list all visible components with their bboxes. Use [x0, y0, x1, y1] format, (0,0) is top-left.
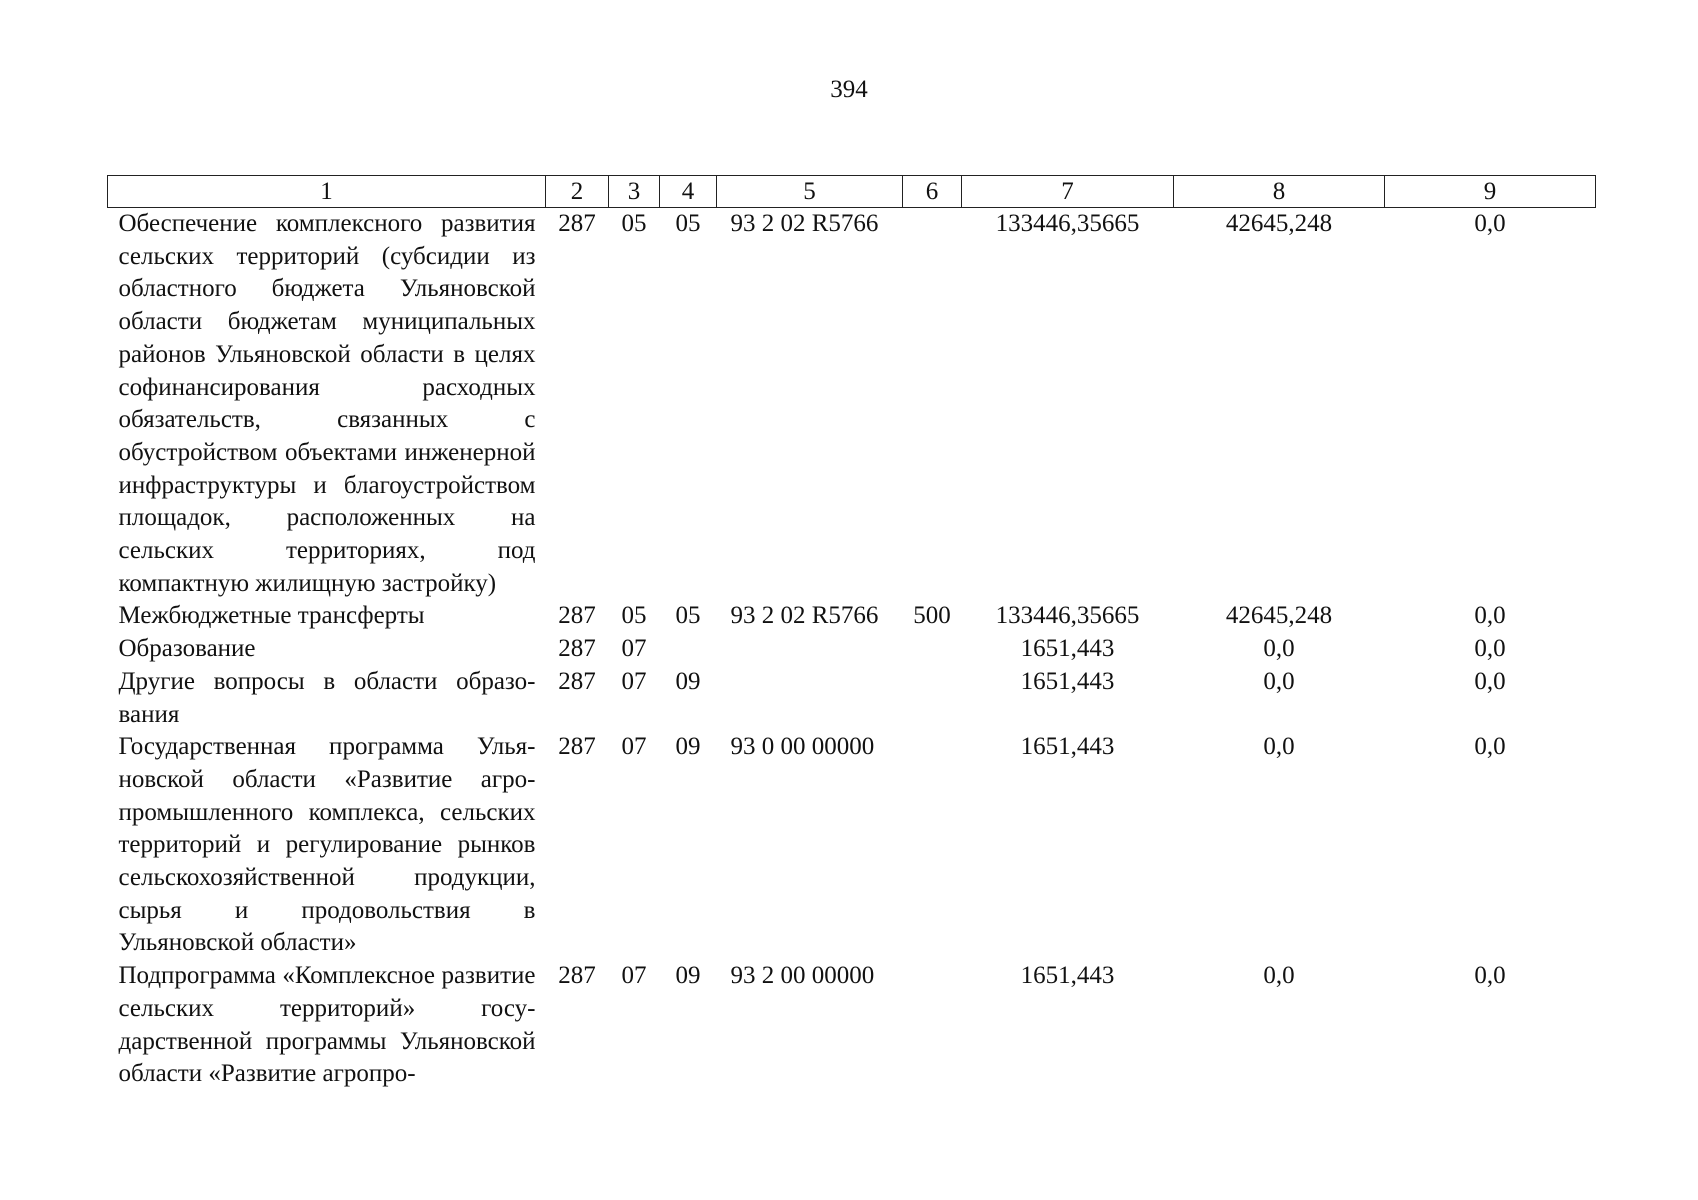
table-row: [108, 600, 1596, 633]
row-expense-type: 500: [913, 602, 951, 630]
row-amount-col9: 0,0: [1474, 635, 1506, 663]
row-ministry-code: 287: [558, 602, 596, 630]
row-amount-col9: 0,0: [1474, 733, 1506, 761]
row-amount-col7: 1651,443: [1020, 733, 1115, 761]
row-target-article: 93 0 00 00000: [730, 733, 875, 761]
row-section-code: 05: [621, 210, 647, 237]
row-amount-col9: 0,0: [1474, 602, 1506, 630]
column-header-5: 5: [717, 176, 903, 208]
row-ministry-code: 287: [558, 635, 596, 663]
row-section-code: 07: [621, 667, 647, 695]
row-ministry-code: 287: [558, 962, 596, 990]
row-amount-col7: 133446,35665: [995, 210, 1140, 237]
row-amount-col7: 1651,443: [1020, 962, 1115, 990]
row-amount-col7: 1651,443: [1020, 635, 1115, 663]
column-header-4: 4: [660, 176, 717, 208]
row-amount-col9: 0,0: [1474, 962, 1506, 990]
column-header-3: 3: [609, 176, 660, 208]
row-subsection-code: 05: [675, 210, 701, 237]
row-target-article: [717, 633, 903, 666]
row-subsection-code: 09: [675, 962, 701, 990]
column-number-header-row: [108, 176, 1596, 208]
row-target-article: 93 2 02 R5766: [730, 602, 879, 630]
row-target-article: [717, 666, 903, 731]
row-amount-col8: 0,0: [1263, 667, 1295, 695]
row-section-code: 05: [621, 602, 647, 630]
row-amount-col8: 0,0: [1263, 635, 1295, 663]
row-ministry-code: 287: [558, 210, 596, 237]
row-amount-col7: 133446,35665: [995, 602, 1140, 630]
row-description: Образование: [118, 635, 256, 663]
page-number: 394: [830, 76, 868, 103]
table-row: [108, 208, 1596, 601]
row-amount-col9: 0,0: [1474, 210, 1506, 237]
column-header-1: 1: [108, 176, 546, 208]
column-header-2: 2: [546, 176, 609, 208]
row-expense-type: [903, 666, 962, 731]
table-row: [108, 633, 1596, 666]
row-amount-col8: 42645,248: [1225, 210, 1333, 237]
row-target-article: 93 2 02 R5766: [730, 210, 879, 237]
row-amount-col8: 0,0: [1263, 962, 1295, 990]
row-subsection-code: 09: [675, 733, 701, 761]
row-section-code: 07: [621, 635, 647, 663]
row-expense-type: [903, 731, 962, 960]
row-amount-col8: 42645,248: [1225, 602, 1333, 630]
row-description: Межбюджетные трансферты: [118, 602, 425, 630]
row-amount-col9: 0,0: [1474, 667, 1506, 695]
row-expense-type: [903, 633, 962, 666]
budget-table: [107, 175, 1596, 1091]
row-expense-type: [903, 208, 962, 601]
row-amount-col7: 1651,443: [1020, 667, 1115, 695]
row-description: Другие вопросы в области образования: [118, 667, 536, 728]
row-description: Обеспечение комплексного развития сельских территорий (субсидии из областного бюджета Ульяновской области бюджетам муниципальных районов Ульяновской области в целях софинансирования расходных обязательств, связанных с обустройством объектами инженерной инфраструктуры и благоустройством площадок, расположенных на сельских территориях, под компактную жилищную застройку): [118, 210, 536, 597]
row-subsection-code: 05: [675, 602, 701, 630]
column-header-9: 9: [1385, 176, 1596, 208]
column-header-7: 7: [962, 176, 1174, 208]
row-section-code: 07: [621, 733, 647, 761]
row-expense-type: [903, 960, 962, 1091]
row-subsection-code: 09: [675, 667, 701, 695]
row-amount-col8: 0,0: [1263, 733, 1295, 761]
row-description: Государственная программа Ульяновской области «Развитие агропромышленного комплекса, сельских территорий и регулирование рынков сельскохозяйственной продукции, сырья и продовольствия в Ульяновской области»: [118, 733, 536, 957]
row-description: Подпрограмма «Комплексное развитие сельских территорий» государственной программы Ульяновской области «Развитие агропро-: [118, 962, 536, 1088]
row-ministry-code: 287: [558, 667, 596, 695]
row-subsection-code: [660, 633, 717, 666]
table-row: [108, 731, 1596, 960]
row-section-code: 07: [621, 962, 647, 990]
table-row: [108, 960, 1596, 1091]
column-header-6: 6: [903, 176, 962, 208]
table-row: [108, 666, 1596, 731]
row-target-article: 93 2 00 00000: [730, 962, 875, 990]
row-ministry-code: 287: [558, 733, 596, 761]
column-header-8: 8: [1174, 176, 1385, 208]
